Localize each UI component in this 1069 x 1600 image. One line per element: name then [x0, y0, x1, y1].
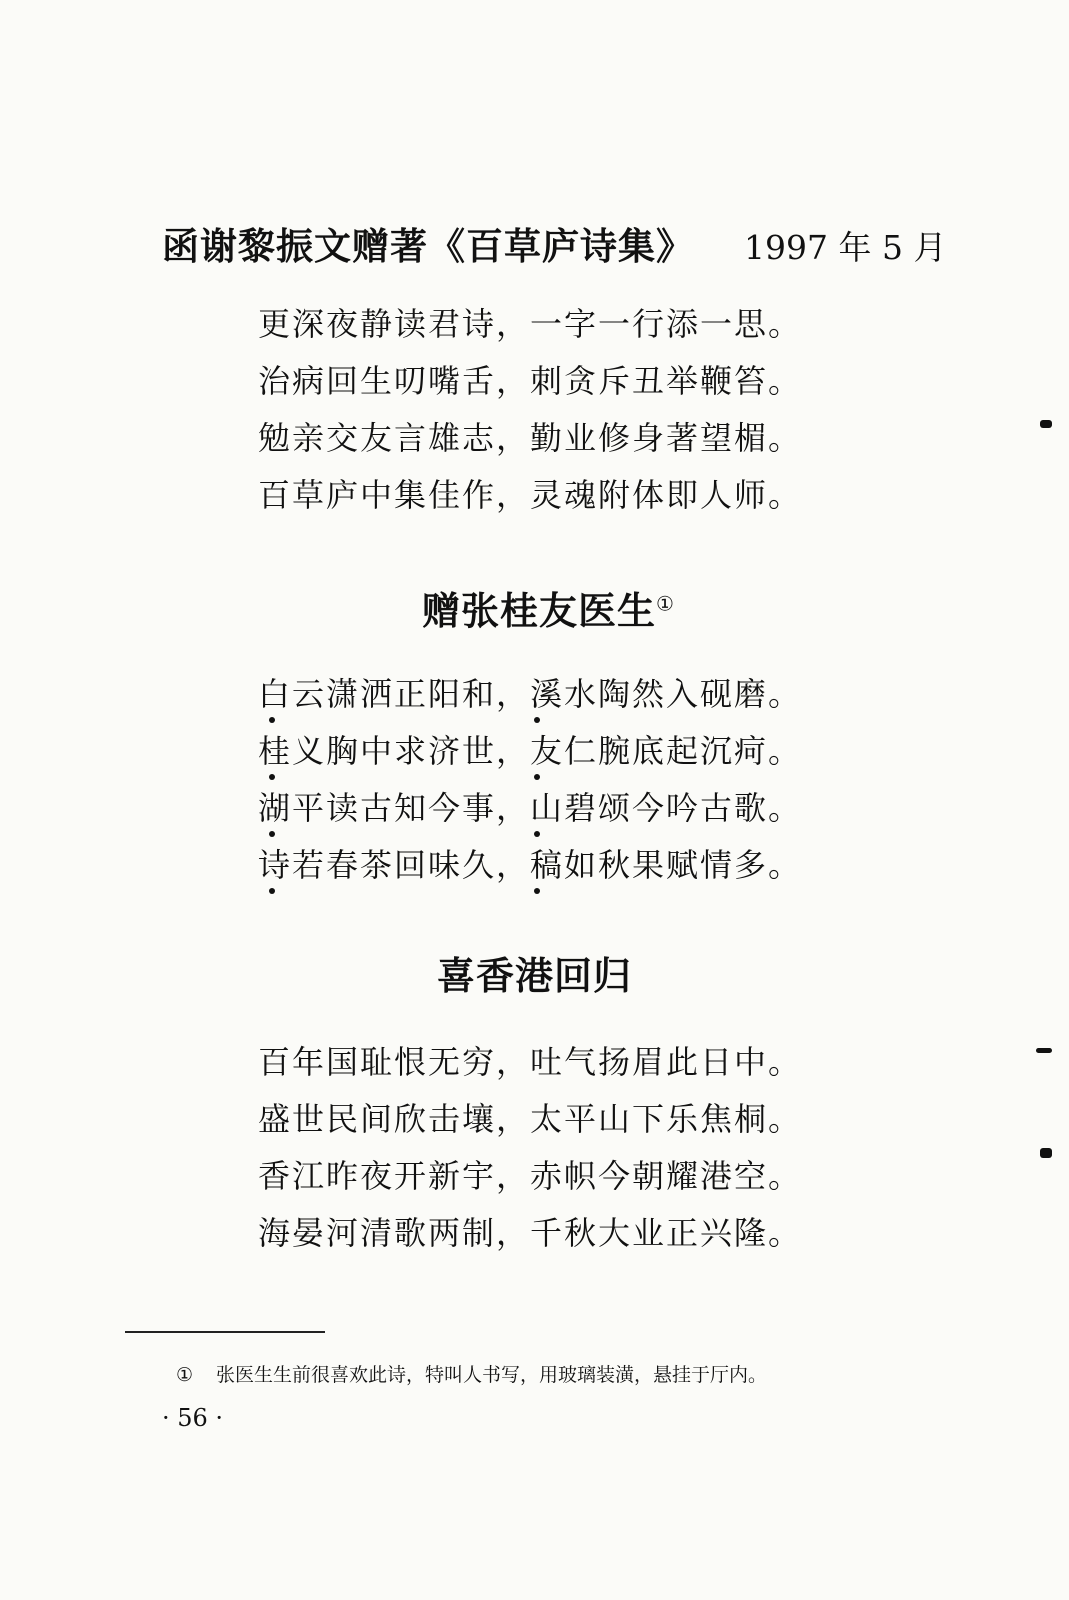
poem3-title: 喜香港回归	[436, 954, 632, 998]
poem-line: 海晏河清歌两制，千秋大业正兴隆。	[258, 1214, 803, 1252]
poem2-body	[258, 666, 802, 894]
poem1-body	[258, 296, 802, 524]
footnote-text: 张医生生前很喜欢此诗，特叫人书写，用玻璃装潢，悬挂于厅内。	[216, 1364, 768, 1386]
poem-line: 百年国耻恨无穷，吐气扬眉此日中。	[258, 1043, 803, 1081]
scan-artifact	[1036, 1048, 1052, 1053]
poem-line: 湖平读古知今事，山碧颂今吟古歌。	[258, 789, 803, 827]
poem2-title-block	[14, 580, 1069, 635]
poem1-date: 1997 年 5 月	[744, 228, 947, 267]
scan-artifact	[1040, 420, 1052, 428]
poem-line-wrap	[258, 780, 802, 837]
poem2-title: 赠张桂友医生	[422, 589, 657, 633]
footnote-marker: ①	[656, 591, 675, 616]
footnote-mark: ①	[176, 1364, 194, 1386]
poem-line: 白云潇洒正阳和，溪水陶然入砚磨。	[258, 675, 803, 713]
poem-line-wrap	[258, 723, 802, 780]
footnote	[176, 1360, 767, 1387]
poem-line: 勉亲交友言雄志，勤业修身著望楣。	[258, 419, 803, 457]
poem-line: 盛世民间欣击壤，太平山下乐焦桐。	[258, 1100, 803, 1138]
poem3-body	[258, 1034, 802, 1262]
poem-line: 桂义胸中求济世，友仁腕底起沉疴。	[258, 732, 803, 770]
poem-line-wrap	[258, 666, 802, 723]
emphasis-dot	[534, 888, 540, 894]
poem-line: 百草庐中集佳作，灵魂附体即人师。	[258, 476, 803, 514]
scan-artifact	[1040, 1148, 1052, 1158]
poem-line: 香江昨夜开新宇，赤帜今朝耀港空。	[258, 1157, 803, 1195]
poem-line: 治病回生叨嘴舌，刺贪斥丑举鞭笞。	[258, 362, 803, 400]
poem-line: 诗若春茶回味久，稿如秋果赋情多。	[258, 846, 803, 884]
page-number: · 56 ·	[162, 1404, 224, 1432]
poem-line-wrap	[258, 837, 802, 894]
emphasis-dot	[269, 888, 275, 894]
footnote-divider	[125, 1331, 325, 1333]
poem-line: 更深夜静读君诗，一字一行添一思。	[258, 305, 803, 343]
poem1-title: 函谢黎振文赠著《百草庐诗集》	[162, 225, 694, 268]
